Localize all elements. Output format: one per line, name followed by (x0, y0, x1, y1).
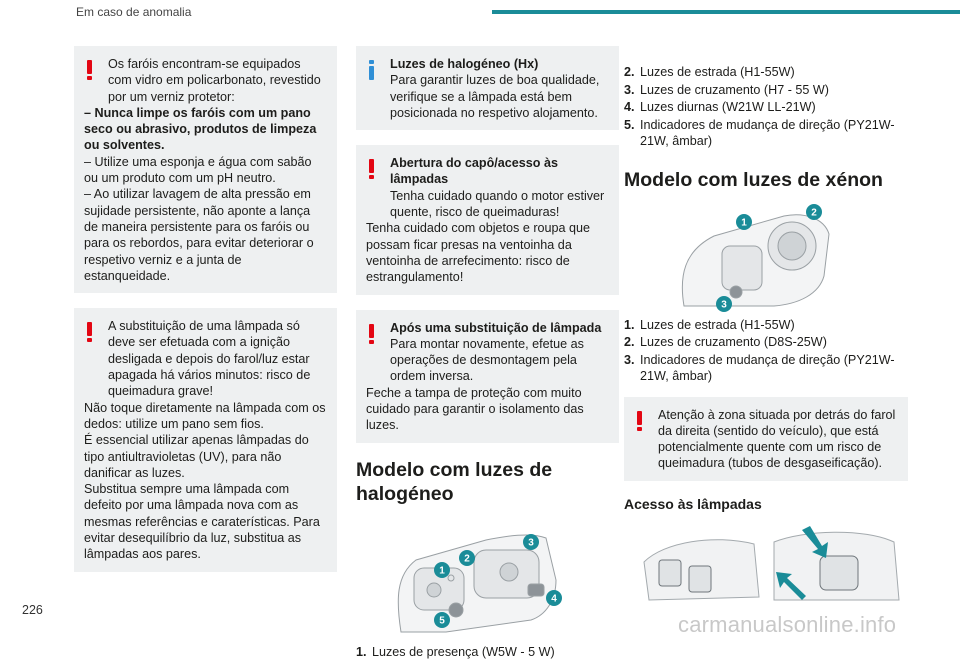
warning-icon (369, 159, 374, 179)
box-text: – Utilize uma esponja e água com sabão ou um produto com um pH neutro. (84, 154, 312, 186)
box-text: Para garantir luzes de boa qualidade, verifique se a lâmpada está bem posicionada no respetivo alojamento. (390, 73, 600, 120)
warning-box-bulb-replacement (74, 308, 337, 571)
list-number: 5. (624, 117, 635, 132)
box-text: Tenha cuidado quando o motor estiver quente, risco de queimaduras! (390, 188, 605, 220)
xenon-bulb-list (624, 317, 908, 385)
list-number: 2. (624, 335, 635, 349)
box-title: Abertura do capô/acesso às lâmpadas (390, 156, 558, 187)
box-text: – Ao utilizar lavagem de alta pressão em sujidade persistente, não aponte a lança de maneira persistente para os faróis ou para os rebordos, para evitar deteriorar o respetivo verniz e a junta de estanqueidade. (84, 187, 314, 283)
list-item (624, 317, 908, 334)
box-text-bold: – Nunca limpe os faróis com um pano seco ou abrasivo, produtos de limpeza ou solventes. (84, 105, 317, 153)
halogen-headlamp-diagram (356, 520, 619, 640)
warning-box-after-replacement (356, 310, 619, 443)
halogen-headlamp-figure (356, 520, 619, 640)
box-text: Atenção à zona situada por detrás do farol da direita (sentido do veículo), que está potencialmente quente com um risco de queimadura (tubos de desgaseificação). (658, 407, 896, 471)
halogen-bulb-list-continued (624, 64, 908, 150)
xenon-headlamp-figure (624, 206, 908, 311)
halogen-bulb-list (356, 644, 619, 661)
info-box-halogen (356, 46, 619, 130)
xenon-headlamp-diagram (624, 206, 908, 311)
list-number: 2. (624, 65, 635, 79)
heading-halogen: Modelo com luzes de halogéneo (356, 458, 553, 505)
list-text: Luzes de cruzamento (H7 - 55 W) (640, 82, 829, 97)
info-icon (369, 60, 374, 80)
box-title: Após uma substituição de lâmpada (390, 320, 602, 335)
list-number: 3. (624, 352, 635, 367)
box-text: Feche a tampa de proteção com muito cuidado para garantir o isolamento das luzes. (366, 385, 584, 433)
list-text: Luzes de estrada (H1-55W) (640, 317, 795, 332)
box-text: Para montar novamente, efetue as operações de desmontagem pela ordem inversa. (390, 336, 584, 384)
watermark: carmanualsonline.info (678, 612, 897, 637)
warning-icon (87, 60, 92, 80)
list-item (624, 82, 908, 99)
list-number: 1. (356, 644, 367, 659)
heading-xenon: Modelo com luzes de xénon (624, 168, 883, 191)
list-item (624, 117, 908, 150)
list-text: Indicadores de mudança de direção (PY21W-21W, âmbar) (640, 352, 895, 383)
callout-label-1: 1 (439, 565, 445, 577)
bulb-access-figure (624, 522, 908, 602)
bulb-access-diagram (624, 522, 908, 602)
header-rule (492, 10, 960, 14)
column-middle (356, 46, 619, 661)
callout-label-2: 2 (464, 553, 470, 565)
warning-box-headlamp-cleaning (74, 46, 337, 293)
box-text: A substituição de uma lâmpada só deve ser efetuada com a ignição desligada e depois do farol/luz estar apagada há vários minutos: risco de queimadura grave! (108, 319, 311, 399)
box-title: Luzes de halogéneo (Hx) (390, 57, 539, 71)
list-text: Luzes diurnas (W21W LL-21W) (640, 100, 816, 114)
column-left (74, 46, 337, 587)
callout-label-5: 5 (439, 615, 445, 627)
column-right (624, 64, 908, 602)
box-text: É essencial utilizar apenas lâmpadas do tipo antiultravioletas (UV), para não danificar as luzes. (84, 433, 309, 480)
callout-label-2: 2 (811, 207, 817, 218)
warning-icon (637, 411, 642, 431)
box-text: Os faróis encontram-se equipados com vidro em policarbonato, revestido por um verniz protetor: (108, 57, 321, 104)
section-header: Em caso de anomalia (76, 5, 192, 19)
list-text: Luzes de cruzamento (D8S-25W) (640, 335, 827, 349)
subheading-bulb-access: Acesso às lâmpadas (624, 495, 762, 512)
box-text: Tenha cuidado com objetos e roupa que possam ficar presas na ventoinha da ventoinha de arrefecimento: risco de estrangulamento! (366, 221, 591, 285)
warning-icon (369, 324, 374, 344)
list-item (624, 352, 908, 385)
callout-label-3: 3 (721, 299, 727, 310)
list-number: 4. (624, 100, 635, 114)
box-text: Substitua sempre uma lâmpada com defeito por uma lâmpada nova com as mesmas referências e caraterísticas. Para evitar desequilíbrio da luz, substitua as lâmpadas aos pares. (84, 482, 320, 562)
list-text: Indicadores de mudança de direção (PY21W-21W, âmbar) (640, 117, 895, 148)
warning-box-hot-zone (624, 397, 908, 481)
list-item (624, 334, 908, 351)
list-item (624, 64, 908, 81)
warning-icon (87, 322, 92, 342)
list-item (356, 644, 619, 661)
callout-label-3: 3 (528, 537, 534, 549)
list-text: Luzes de presença (W5W - 5 W) (372, 644, 555, 659)
callout-label-1: 1 (741, 217, 747, 228)
list-number: 1. (624, 317, 635, 332)
list-text: Luzes de estrada (H1-55W) (640, 65, 795, 79)
warning-box-bonnet (356, 145, 619, 294)
list-number: 3. (624, 82, 635, 97)
callout-label-4: 4 (551, 593, 557, 605)
page-number: 226 (22, 603, 43, 617)
box-text: Não toque diretamente na lâmpada com os dedos: utilize um pano sem fios. (84, 400, 326, 431)
list-item (624, 99, 908, 116)
